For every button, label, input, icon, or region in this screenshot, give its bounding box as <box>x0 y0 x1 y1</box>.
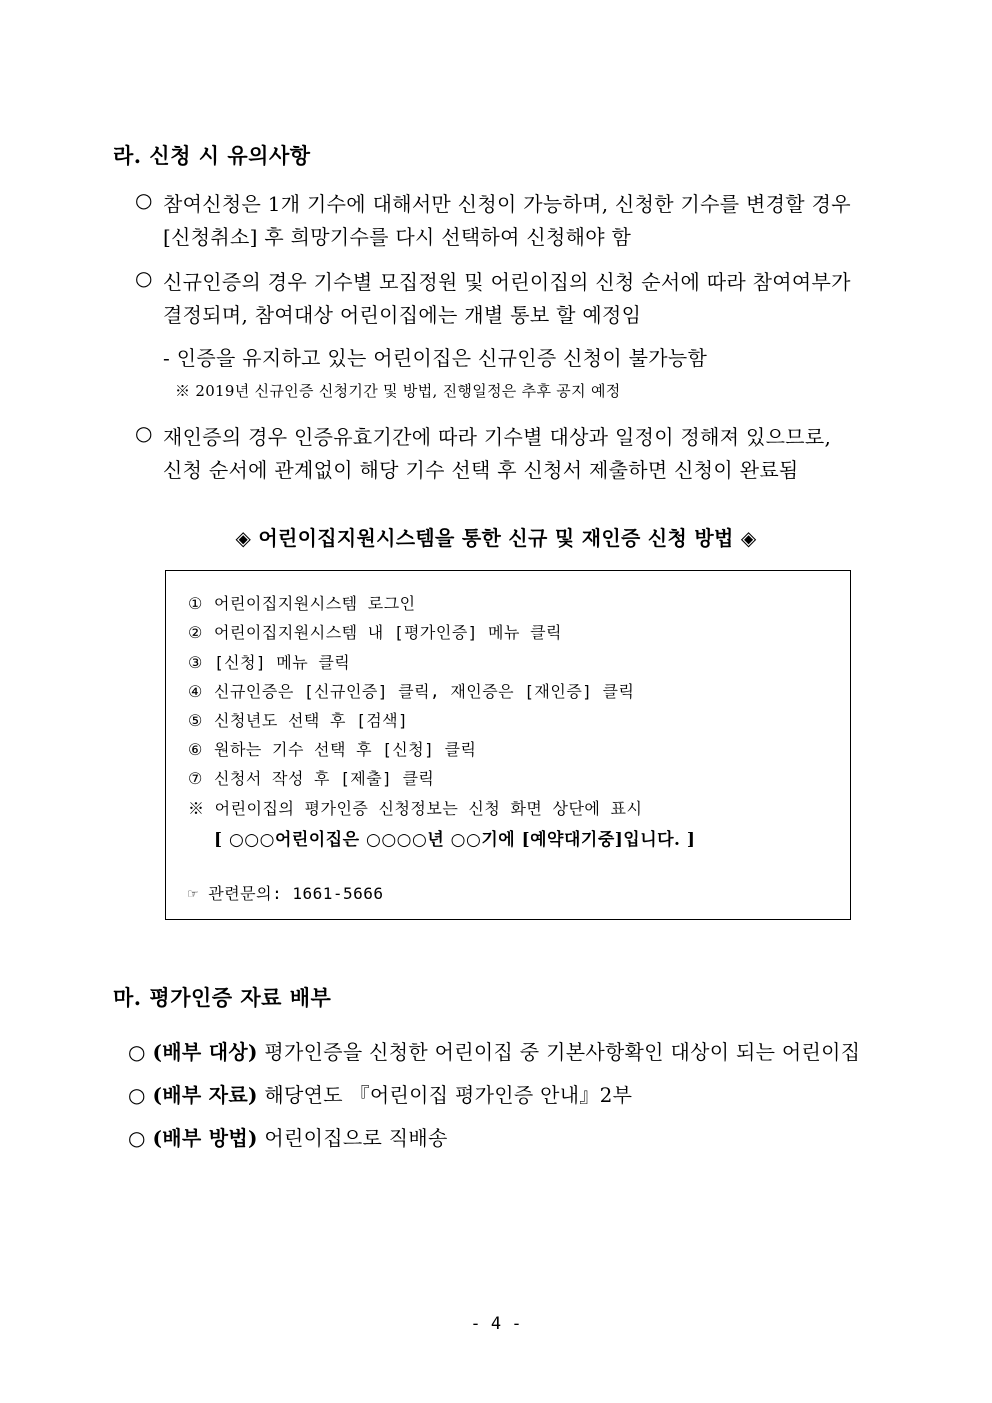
distribution-text: 평가인증을 신청한 어린이집 중 기본사항확인 대상이 되는 어린이집 <box>264 1040 861 1064</box>
step-text: 원하는 기수 선택 후 [신청] 클릭 <box>214 740 477 759</box>
item-text-line: [신청취소] 후 희망기수를 다시 선택하여 신청해야 함 <box>163 225 632 249</box>
page-number: - 4 - <box>470 1314 522 1334</box>
step-number: ⑤ <box>188 711 203 730</box>
section-title-ra: 라. 신청 시 유의사항 <box>113 143 311 168</box>
step-text: 신규인증은 [신규인증] 클릭, 재인증은 [재인증] 클릭 <box>214 682 635 701</box>
method-note: ※ 어린이집의 평가인증 신청정보는 신청 화면 상단에 표시 <box>188 799 643 818</box>
item-text-line: 신청 순서에 관계없이 해당 기수 선택 후 신청서 제출하면 신청이 완료됨 <box>163 458 799 482</box>
bullet-circle: ○ <box>128 1126 146 1150</box>
step-text: 어린이집지원시스템 로그인 <box>214 594 416 613</box>
note-text: ※ 2019년 신규인증 신청기간 및 방법, 진행일정은 추후 공지 예정 <box>175 382 621 400</box>
section-title-ma: 마. 평가인증 자료 배부 <box>113 985 332 1010</box>
bullet-circle: ○ <box>135 188 153 212</box>
method-step <box>188 766 434 789</box>
item-text-line: 결정되며, 참여대상 어린이집에는 개별 통보 할 예정임 <box>163 303 642 327</box>
method-step <box>188 679 634 702</box>
step-number: ② <box>188 623 203 642</box>
sub-item-text: - 인증을 유지하고 있는 어린이집은 신규인증 신청이 불가능함 <box>163 346 708 370</box>
status-example: [ ○○○어린이집은 ○○○○년 ○○기에 [예약대기중]입니다. ] <box>214 830 696 850</box>
distribution-label: (배부 자료) <box>152 1083 258 1107</box>
step-number: ⑦ <box>188 769 203 788</box>
method-step <box>188 737 476 760</box>
step-number: ③ <box>188 653 203 672</box>
distribution-text: 해당연도 『어린이집 평가인증 안내』2부 <box>264 1083 633 1107</box>
method-step <box>188 591 416 614</box>
step-number: ⑥ <box>188 740 203 759</box>
bullet-circle: ○ <box>135 266 153 290</box>
step-number: ① <box>188 594 203 613</box>
distribution-label: (배부 방법) <box>152 1126 258 1150</box>
item-text-line: 재인증의 경우 인증유효기간에 따라 기수별 대상과 일정이 정해져 있으므로, <box>163 425 832 449</box>
bullet-circle: ○ <box>128 1040 146 1064</box>
step-text: 신청년도 선택 후 [검색] <box>214 711 409 730</box>
method-title: ◈ 어린이집지원시스템을 통한 신규 및 재인증 신청 방법 ◈ <box>235 526 757 550</box>
contact-info: ☞ 관련문의: 1661-5666 <box>188 884 384 903</box>
method-box <box>165 570 851 920</box>
step-text: 어린이집지원시스템 내 [평가인증] 메뉴 클릭 <box>214 623 563 642</box>
item-text-line: 신규인증의 경우 기수별 모집정원 및 어린이집의 신청 순서에 따라 참여여부가 <box>163 270 851 294</box>
distribution-label: (배부 대상) <box>152 1040 258 1064</box>
bullet-circle: ○ <box>135 421 153 445</box>
method-step <box>188 650 350 673</box>
distribution-item <box>128 1079 632 1108</box>
distribution-item <box>128 1122 448 1151</box>
method-step <box>188 620 562 643</box>
step-text: 신청서 작성 후 [제출] 클릭 <box>214 769 435 788</box>
step-text: [신청] 메뉴 클릭 <box>214 653 351 672</box>
distribution-item <box>128 1036 860 1065</box>
item-text-line: 참여신청은 1개 기수에 대해서만 신청이 가능하며, 신청한 기수를 변경할 경우 <box>163 192 851 216</box>
bullet-circle: ○ <box>128 1083 146 1107</box>
step-number: ④ <box>188 682 203 701</box>
distribution-text: 어린이집으로 직배송 <box>264 1126 448 1150</box>
method-step <box>188 708 408 731</box>
